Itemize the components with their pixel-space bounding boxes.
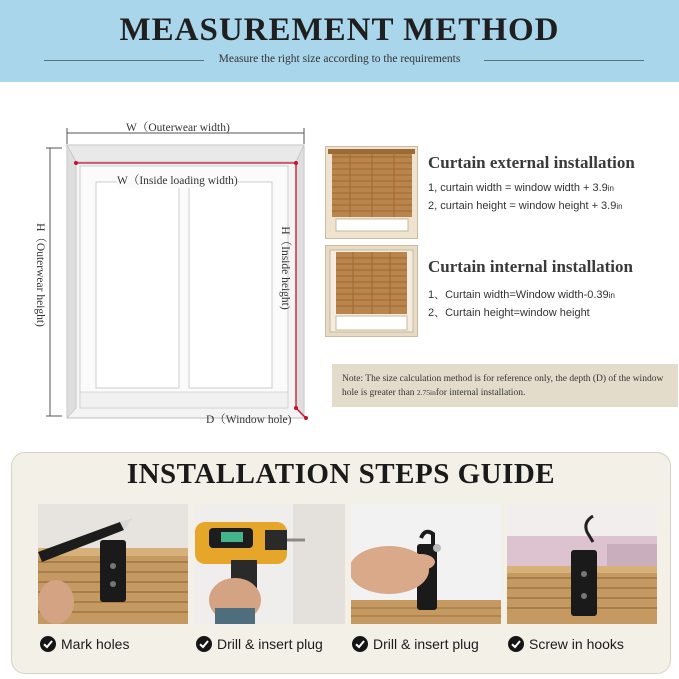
step-photo-insert-plug: [351, 504, 501, 624]
window-measurement-diagram: [0, 82, 330, 432]
step-photo-screw-hooks: [507, 504, 657, 624]
inside-height-label: H（Inside height): [279, 226, 291, 310]
internal-line-2: 2、Curtain height=window height: [428, 307, 590, 319]
step-3-label: [352, 636, 479, 652]
step-2-text: Drill & insert plug: [217, 636, 323, 652]
header-banner: [0, 0, 679, 82]
external-line-1-unit: in: [607, 184, 614, 193]
external-line-2-text: 2, curtain height = window height + 3.9: [428, 200, 617, 212]
step-1-text: Mark holes: [61, 636, 130, 652]
internal-line-1-unit: in: [608, 291, 615, 300]
outer-height-label: H（Outerwear height): [34, 223, 46, 327]
external-line-1: [428, 182, 614, 194]
window-hole-label: D（Window hole): [206, 414, 292, 426]
step-photo-drill: [195, 504, 345, 624]
internal-line-1: [428, 286, 615, 302]
external-line-2-unit: in: [616, 202, 623, 211]
page-subtitle: Measure the right size according to the requirements: [218, 53, 461, 65]
internal-installation-image: [325, 245, 418, 337]
divider-right: [484, 60, 644, 61]
step-4-label: [508, 636, 624, 652]
note-text-2: for internal installation.: [435, 388, 526, 398]
internal-line-1-text: 1、Curtain width=Window width-0.39: [428, 289, 609, 301]
external-line-2: [428, 200, 623, 212]
size-note: [332, 364, 678, 407]
step-3-text: Drill & insert plug: [373, 636, 479, 652]
check-icon: [508, 636, 524, 652]
note-text-1: Note: The size calculation method is for reference only, the depth (D) of the window hole is greater than: [342, 374, 664, 398]
steps-title: INSTALLATION STEPS GUIDE: [126, 458, 556, 490]
check-icon: [40, 636, 56, 652]
check-icon: [352, 636, 368, 652]
step-photo-mark-holes: [38, 504, 188, 624]
note-value: 2.75in: [416, 388, 436, 397]
page-title: MEASUREMENT METHOD: [119, 12, 560, 48]
inside-width-label: W（Inside loading width): [117, 172, 238, 188]
external-line-1-text: 1, curtain width = window width + 3.9: [428, 182, 608, 194]
step-2-label: [196, 636, 323, 652]
check-icon: [196, 636, 212, 652]
outer-width-label: W（Outerwear width): [126, 122, 230, 134]
step-4-text: Screw in hooks: [529, 636, 624, 652]
external-installation-image: [325, 146, 418, 239]
internal-heading: Curtain internal installation: [428, 257, 633, 276]
step-1-label: [40, 636, 129, 652]
external-heading: Curtain external installation: [428, 153, 635, 172]
